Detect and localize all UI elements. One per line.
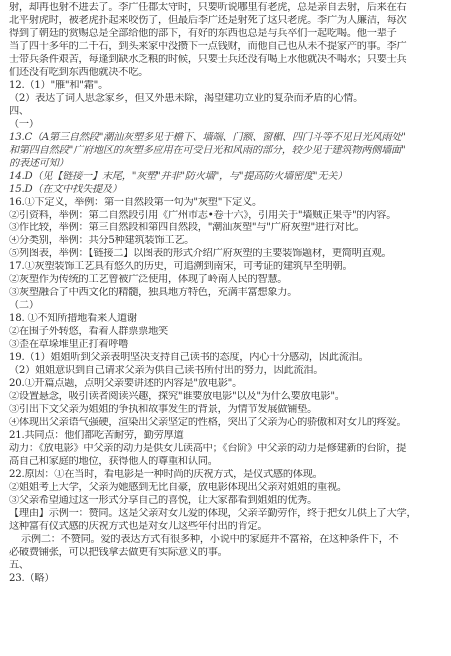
answer-16-4: ④分类别，举例：共分5种建筑装饰工艺。 <box>9 235 195 247</box>
answer-key-document <box>9 2 445 586</box>
answer-19-1: 19.（1）姐姐听到父亲表明坚决支持自己读书的态度，内心十分感动，因此流泪。 <box>9 352 369 364</box>
answer-22-reason-cont: 这种富有仪式感的庆祝方式也是对女儿这些年付出的肯定。 <box>9 520 268 532</box>
section-heading-5: 五、 <box>9 559 29 571</box>
answer-22-2: ②姐姐考上大学，父亲为她感到无比自豪，放电影体现出父亲对姐姐的重视。 <box>9 481 347 493</box>
answer-21-motive-cont: 高自己和家庭的地位，获得他人的尊重和认同。 <box>9 455 218 467</box>
answer-22-1: 22.原因：①在当时，看电影是一种时尚的庆祝方式，是仪式感的体现。 <box>9 468 323 480</box>
answer-20-4: ④体现出父亲语气强硬，渲染出父亲坚定的性格，突出了父亲为心的骄傲和对女儿的疼爱。 <box>9 417 407 428</box>
answer-17-2: ②灰塑作为传统的工艺曾被广泛使用，体现了岭南人民的智慧。 <box>9 274 288 286</box>
text-line: 得到了朝廷的赏赐总是全部给他的部下，有好的东西也总是与兵卒们一起吃喝。他一辈子 <box>9 27 397 39</box>
text-line: 们还没有吃到东西他就决不吃。 <box>9 66 149 78</box>
answer-12-1: 12.（1）"雁"和"霜"。 <box>9 79 109 91</box>
answer-16-5: ⑤列图表，举例：【链接二】以图表的形式介绍广府灰塑的主要装饰题材，更简明直观。 <box>9 248 392 260</box>
answer-21-motive: 动力：《放电影》中父亲的动力是供女儿读高中；《台阶》中父亲的动力是修建新的台阶，提 <box>9 442 407 454</box>
answer-16-1: 16.①下定义，举例：第一自然段第一句为"灰塑"下定义。 <box>9 196 262 208</box>
answer-12-2: （2）表达了词人思念家乡，但又外患未除，渴望建功立业的复杂而矛盾的心情。 <box>9 92 364 104</box>
answer-13-cont: 的表述可知） <box>9 157 69 169</box>
answer-22-example-2: 示例二：不赞同。爱的表达方式有很多种，小说中的家庭并不富裕，在这种条件下，不 <box>21 533 399 545</box>
subsection-heading-1: （一） <box>9 118 39 130</box>
answer-18-2: ②在围子外转悠，看着人群票票地笑 <box>9 326 168 338</box>
answer-15: 15.D（在文中找失提及） <box>9 183 122 195</box>
answer-16-2: ②引资料，举例：第二自然段引用《广州市志•卷十六》，引用关于"墙贼正果寺"的内容。 <box>9 209 397 221</box>
answer-18-3: ③歪在草垛堆里正打着呼噜 <box>9 339 129 351</box>
answer-22-reason: 【理由】示例一：赞同。这是父亲对女儿爱的体现，父亲辛勤劳作，终于把女儿供上了大学， <box>9 507 417 519</box>
answer-18-1: 18. ①不知所措地看来人道谢 <box>9 313 137 325</box>
answer-17-1: 17.①灰塑装饰工艺具有悠久的历史，可追溯到南宋，可考证的建筑早至明朝。 <box>9 261 353 273</box>
answer-14: 14.D（见【链接一】末尾，"灰塑"并非"防火墙"，与"提高防火墙密度"无关） <box>9 170 348 182</box>
text-line: 北平射虎时，被老虎扑起来咬伤了，但最后李广还是射死了这只老虎。李广为人廉洁，每次 <box>9 14 407 26</box>
answer-19-2: （2）姐姐意识到自己请求父亲为供自己读书所付出的努力，因此流泪。 <box>9 365 324 377</box>
answer-20-2: ②设置悬念，吸引读者阅读兴趣，探究"谁要放电影"以及"为什么要放电影"。 <box>9 391 345 403</box>
answer-23: 23.（略） <box>9 572 55 584</box>
text-line: 士带兵条件艰苦，每逢到缺水乏粮的时候，只要士兵还没有喝上水他就决不喝水；只要士兵 <box>9 53 407 65</box>
text-line: 射，却再也射不进去了。李广任郡太守时，只要听说哪里有老虎，总是亲自去射，后来在右 <box>9 2 407 13</box>
answer-17-3: ③灰塑融合了中西文化的精髓，独具地方特色，充满丰富想象力。 <box>9 287 298 299</box>
text-line: 当了四十多年的二千石，到头来家中没攒下一点钱财，而他自己也从未不提家产的事。李广 <box>9 40 407 52</box>
answer-20-3: ③引出下文父亲为姐姐的争执和故事发生的背景，为情节发展做铺垫。 <box>9 404 318 416</box>
section-heading-4: 四、 <box>9 105 29 117</box>
subsection-heading-2: （二） <box>9 300 39 312</box>
answer-22-example-2-cont: 必破费铺张，可以把钱拿去做更有实际意义的事。 <box>9 546 228 558</box>
answer-13-cont: 和第四自然段"广府地区的灰塑多应用在可受日光和风雨的部分，较少见于建筑物两侧墙面" <box>9 144 406 156</box>
answer-22-3: ③父亲希望通过这一形式分享自己的喜悦，让大家都看到姐姐的优秀。 <box>9 494 318 506</box>
answer-21-common: 21.共同点：他们都吃苦耐劳，勤劳厚道 <box>9 429 184 441</box>
answer-16-3: ③作比较，举例：第三自然段和第四自然段，"潮汕灰塑"与"广府灰塑"进行对比。 <box>9 222 365 234</box>
answer-13: 13.C（A第三自然段"潮汕灰塑多见于檐下、墙端、门额、窗楣、四门斗等不见日光风雨处" <box>9 131 406 143</box>
answer-20-1: 20.①开篇点题，点明父亲要讲述的内容是"放电影"。 <box>9 378 243 390</box>
